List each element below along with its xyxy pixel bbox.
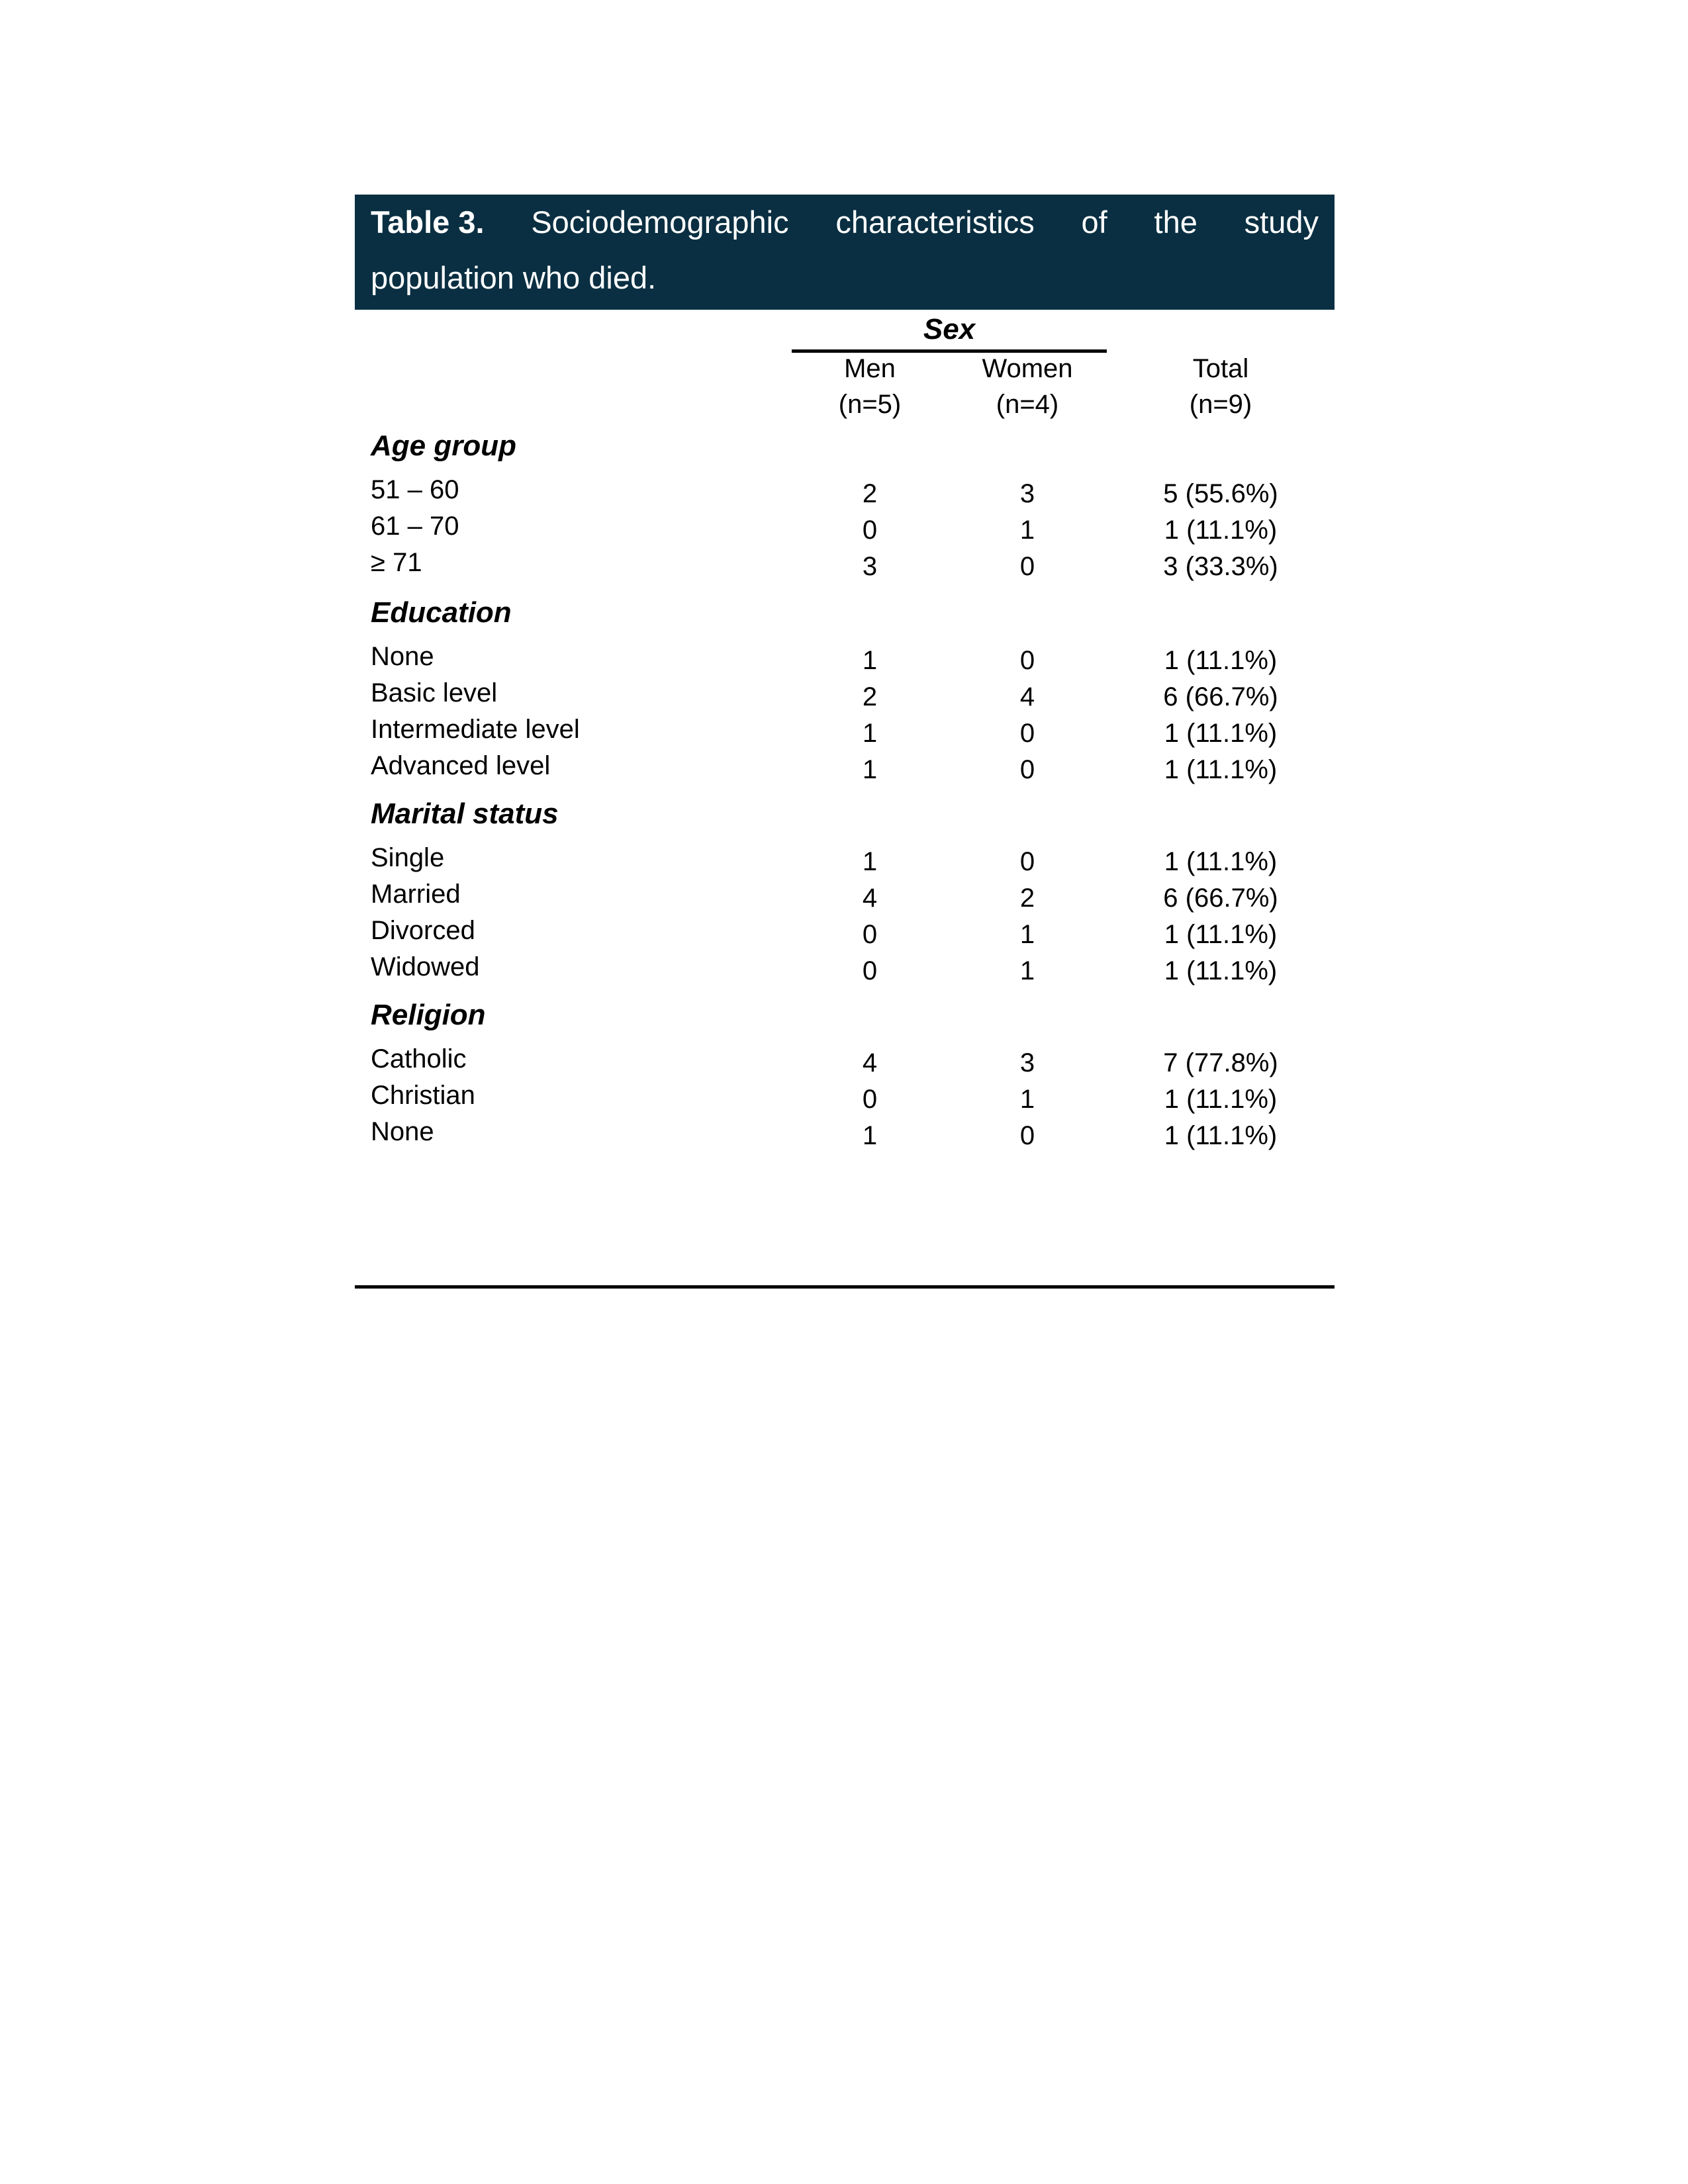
total-cell: 1 (11.1%) <box>1164 719 1278 748</box>
table-row <box>355 1113 1335 1150</box>
section-title: Age group <box>371 430 516 462</box>
caption-label: Table 3. <box>371 204 485 240</box>
total-cell: 3 (33.3%) <box>1163 552 1278 581</box>
row-label: ≥ 71 <box>371 548 422 577</box>
total-cell: 1 (11.1%) <box>1164 956 1278 985</box>
caption-word: the <box>1154 204 1197 240</box>
caption-word: characteristics <box>835 204 1035 240</box>
women-cell: 0 <box>1019 646 1035 675</box>
women-cell: 2 <box>1019 884 1035 913</box>
table-row <box>355 948 1335 985</box>
total-cell: 5 (55.6%) <box>1163 479 1278 508</box>
women-cell: 0 <box>1019 719 1035 748</box>
section-title: Marital status <box>371 797 559 830</box>
table-row <box>355 747 1335 784</box>
men-cell: 3 <box>862 552 878 581</box>
table-row <box>355 876 1335 913</box>
men-cell: 1 <box>862 847 878 876</box>
row-label: Married <box>371 880 461 909</box>
sex-group-header: Sex <box>923 313 976 345</box>
men-cell: 0 <box>862 1085 878 1114</box>
table-bottom-rule <box>355 1285 1335 1289</box>
men-cell: 0 <box>862 920 878 949</box>
women-cell: 1 <box>1019 956 1035 985</box>
row-label: Catholic <box>371 1044 467 1073</box>
women-cell: 0 <box>1019 847 1035 876</box>
men-cell: 2 <box>862 479 878 508</box>
table-caption <box>355 195 1335 310</box>
men-cell: 4 <box>862 884 878 913</box>
women-cell: 0 <box>1019 1121 1035 1150</box>
section-title: Religion <box>371 999 486 1031</box>
men-cell: 1 <box>862 719 878 748</box>
row-label: 51 – 60 <box>371 475 459 504</box>
row-label: 61 – 70 <box>371 512 459 541</box>
table-row <box>355 674 1335 711</box>
row-label: None <box>371 642 434 671</box>
caption-word: study <box>1244 204 1319 240</box>
table-row <box>355 508 1335 545</box>
men-cell: 1 <box>862 1121 878 1150</box>
total-cell: 6 (66.7%) <box>1163 884 1278 913</box>
men-cell: 1 <box>862 646 878 675</box>
caption-word: Sociodemographic <box>531 204 789 240</box>
total-column-header: Total <box>1192 354 1249 383</box>
total-cell: 1 (11.1%) <box>1164 847 1278 876</box>
men-cell: 0 <box>862 516 878 545</box>
caption-line-2: population who died. <box>371 259 657 295</box>
men-count-header: (n=5) <box>838 390 902 419</box>
table-row <box>355 1040 1335 1077</box>
total-count-header: (n=9) <box>1189 390 1252 419</box>
women-cell: 3 <box>1019 479 1035 508</box>
row-label: Widowed <box>371 952 480 981</box>
total-cell: 7 (77.8%) <box>1163 1048 1278 1077</box>
total-cell: 1 (11.1%) <box>1164 646 1278 675</box>
table-row <box>355 1077 1335 1114</box>
total-cell: 1 (11.1%) <box>1164 1085 1278 1114</box>
row-label: None <box>371 1117 434 1146</box>
women-cell: 0 <box>1019 552 1035 581</box>
row-label: Christian <box>371 1081 475 1110</box>
row-label: Advanced level <box>371 751 551 780</box>
sociodemographic-table <box>355 195 1335 1296</box>
table-row <box>355 711 1335 748</box>
women-cell: 0 <box>1019 755 1035 784</box>
women-cell: 1 <box>1019 1085 1035 1114</box>
table-row <box>355 638 1335 675</box>
row-label: Basic level <box>371 678 498 707</box>
women-cell: 1 <box>1019 516 1035 545</box>
total-cell: 6 (66.7%) <box>1163 682 1278 711</box>
women-cell: 4 <box>1019 682 1035 711</box>
caption-word: of <box>1081 204 1107 240</box>
men-cell: 2 <box>862 682 878 711</box>
table-row <box>355 544 1335 581</box>
total-cell: 1 (11.1%) <box>1164 516 1278 545</box>
table-row <box>355 912 1335 949</box>
women-count-header: (n=4) <box>996 390 1059 419</box>
men-column-header: Men <box>844 354 896 383</box>
row-label: Single <box>371 843 445 872</box>
total-cell: 1 (11.1%) <box>1164 755 1278 784</box>
women-cell: 3 <box>1019 1048 1035 1077</box>
men-cell: 1 <box>862 755 878 784</box>
total-cell: 1 (11.1%) <box>1164 1121 1278 1150</box>
table-row <box>355 839 1335 876</box>
table-row <box>355 471 1335 508</box>
men-cell: 4 <box>862 1048 878 1077</box>
men-cell: 0 <box>862 956 878 985</box>
women-column-header: Women <box>982 354 1073 383</box>
caption-line-1 <box>371 196 1319 248</box>
total-cell: 1 (11.1%) <box>1164 920 1278 949</box>
section-title: Education <box>371 596 512 629</box>
row-label: Intermediate level <box>371 715 580 744</box>
women-cell: 1 <box>1019 920 1035 949</box>
table-body <box>355 310 1335 1296</box>
row-label: Divorced <box>371 916 475 945</box>
